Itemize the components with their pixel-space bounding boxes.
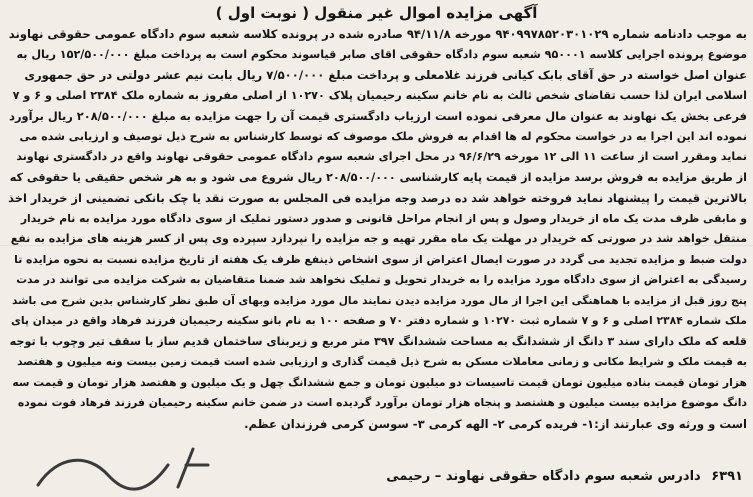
notice-line: ملک شماره ۲۳۸۴ اصلی و ۶ و ۷ شماره ثبت ۱۰۲۷۰ و شماره دفتر ۷۰ و صفحه ۱۰۰ به نام بانو سکینه رحیمیان فرزند فرهاد واقع در میدان پای — [10, 314, 747, 327]
notice-line: قلعه که ملک دارای سند ۳ دانگ از ششدانگ به مساحت ششدانگ ۳۹۷ متر مربع و زیربنای ساختمان قدیم ساز با سقف تیر وچوب با توجه — [9, 334, 747, 348]
notice-line: منتقل خواهد شد در صورتی که خریدار در مهلت یک ماه مقرر تهیه و جه مزایده را نپردازد سپرده وی پس از کسر هزینه های مزایده به نفع — [10, 232, 747, 245]
notice-line: دولت ضبط و مزایده تجدید می گردد در صورت ایصال اعتراض از سوی اشخاص ذینفع ظرف یک هفته از تاریخ مزایده نسبت به نحوه مزایده تا — [14, 252, 747, 266]
notice-line: بالاترین قیمت را پیشنهاد نماید فروخته خواهد شد ده درصد وجه مزایده فی المجلس به صورت نقد یا چک بانکی تضمینی از خریدار اخذ — [8, 191, 747, 205]
signature-text: دادرس شعبه سوم دادگاه حقوقی نهاوند – رحیمی — [386, 469, 701, 484]
notice-title: آگهی مزایده اموال غیر منقول ( نوبت اول ) — [215, 4, 538, 22]
notice-line: عنوان اصل خواسته در حق آقای بابک کیانی فرزند غلامعلی و پرداخت مبلغ ۷/۵۰۰/۰۰۰ ریال بابت نیم عشر دولتی در حق جمهوری — [24, 68, 747, 82]
notice-line: نموده اند این اجرا به در خواست محکوم له ها اقدام به فروش ملک موصوف که توسط کارشناس به شرح ذیل توصیف و ارزیابی شده می — [19, 129, 747, 143]
notice-line: است و ورثه وی عبارتند از:۱- فریده کرمی ۲- الهه کرمی ۳- سوسن کرمی فرزندان عظم. — [244, 416, 747, 431]
paper-crease — [0, 245, 753, 246]
notice-line: موضوع پرونده اجرایی کلاسه ۹۵۰۰۰۱ شعبه سوم دادگاه حقوقی اقای صابر قیاسوند محکوم است به پرداخت مبلغ ۱۵۲/۵۰۰/۰۰۰ ریال به — [16, 47, 747, 61]
notice-body — [0, 24, 753, 434]
notice-line: فرعی بخش یک نهاوند به عنوان مال معرفی نموده است ارزیاب دادگستری قیمت آن را جهت مزایده به مبلغ ۲۰۸/۵۰۰/۰۰۰ ریال برآورد — [9, 109, 747, 123]
notice-line: هزار تومان قیمت بناده میلیون تومان قیمت تاسیسات دو میلیون تومان و جمع ششدانگ چهل و یک میلیون و هفتصد هزار تومان و قیمت سه — [12, 375, 747, 389]
notice-line: از طریق مزایده به فروش برسد مزایده از قیمت پایه کارشناسی ۲۰۸/۵۰۰/۰۰۰ ریال شروع می شود و به هر شخص حقیقی یا حقوقی که — [9, 170, 747, 184]
handwritten-mark — [18, 435, 228, 497]
notice-line: اسلامی ایران لذا حسب تقاضای شخص ثالث به نام خانم سکینه رحیمیان پلاک ۱۰۲۷۰ از اصلی مفروز به شماره ملک ۲۳۸۴ اصلی و ۶ و ۷ — [12, 88, 747, 102]
notice-line: به موجب دادنامه شماره ۹۴۰۹۹۷۸۵۲۰۳۰۱۰۲۹ مورخه ۹۴/۱۱/۸ صادره شده در پرونده کلاسه شعبه سوم دادگاه عمومی حقوقی نهاوند — [8, 27, 747, 41]
notice-line: پنج روز قبل از مزایده با هماهنگی این اجرا از مال مورد مزایده دیدن نمایند مال مورد مزایده وبهای آن طبق نظر کارشناس بدین شرح می باشد — [12, 294, 747, 307]
notice-line: به قیمت ملک و شرایط مکانی و زمانی معاملات مسکن به شرح ذیل قیمت گذاری و ارزیابی شده است قیمت زمین بیست ونه میلیون و هفتصد — [17, 356, 747, 368]
notice-line: رسیدگی به اعتراض از سوی دادگاه مورد مزایده را به خریدار تحویل و تملیک نخواهد شد ضمنا متقاضیان به شرکت مزایده می توانند در مدت — [16, 273, 747, 286]
notice-code: ۶۳۹۱ — [711, 469, 743, 484]
notice-line: نماید ومقرر است از ساعت ۱۱ الی ۱۲ مورخه ۹۶/۶/۲۹ در محل اجرای شعبه سوم دادگاه عمومی حقوقی نهاوند واقع در دادگستری نهاوند — [16, 150, 747, 163]
notice-line: و مابقی ظرف مدت یک ماه از خریدار وصول و پس از انجام مراحل قانونی و صدور دستور تملیک از سوی دادگاه مورد مزایده به نام خریدار — [20, 211, 747, 225]
notice-line: دانگ موضوع مزایده بیست میلیون و هشتصد و پنجاه هزار تومان برآورد گردیده است در ضمن خانم سکینه رحیمیان فرزند فرهاد فوت نموده — [17, 396, 747, 409]
notice-signature — [380, 466, 743, 488]
